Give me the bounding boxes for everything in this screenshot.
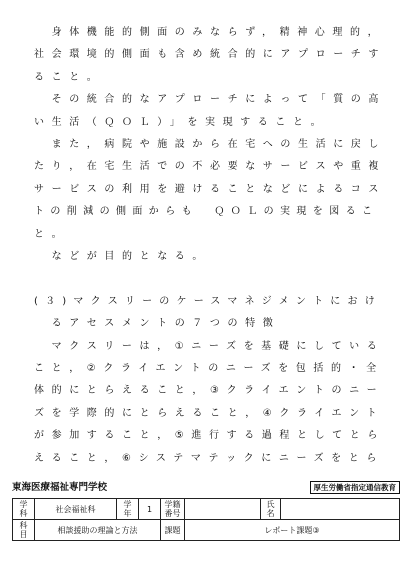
subject-label: 科目	[13, 520, 35, 541]
name-label: 氏名	[261, 499, 281, 520]
body-line: 体的にとらえること，③クライエントのニー	[34, 385, 385, 397]
body-line: マクスリーは，①ニーズを基礎にしている	[34, 340, 385, 352]
body-line: こと，②クライエントのニーズを包括的・全	[34, 363, 384, 374]
body-line: サービスの利用を避けることなどによるコス	[34, 183, 386, 195]
grade-label: 学年	[117, 499, 139, 520]
body-line	[34, 270, 384, 288]
body-line: が参加すること，⑤進行する過程としてとら	[34, 430, 385, 442]
body-line: と。	[34, 228, 70, 240]
body-line: ること。	[34, 71, 105, 83]
student-number-value[interactable]	[185, 499, 261, 520]
department-value[interactable]: 社会福祉科	[35, 499, 117, 520]
department-label: 学科	[13, 499, 35, 520]
assignment-value[interactable]: レポート課題③	[185, 520, 400, 541]
body-line: 社会環境的側面も含め統合的にアプローチす	[34, 49, 386, 61]
body-line: ズを学際的にとらえること，④クライエント	[34, 407, 385, 419]
report-footer	[12, 481, 400, 539]
subject-value[interactable]: 相談援助の理論と方法	[35, 520, 161, 541]
body-line: などが目的となる。	[34, 251, 210, 262]
body-line: その統合的なアプローチによって「質の高	[34, 94, 386, 106]
info-row-1	[13, 499, 400, 520]
name-value[interactable]	[281, 499, 400, 520]
footer-header-row	[12, 481, 400, 495]
body-line: また，病院や施設から在宅への生活に戻し	[34, 139, 386, 150]
body-line: るアセスメントの７つの特徴	[34, 318, 281, 330]
grade-value[interactable]: 1	[139, 499, 161, 520]
body-line: トの削減の側面からも ＱＯＬの実現を図るこ	[34, 206, 379, 218]
accreditation-stamp: 厚生労働省指定通信教育	[310, 481, 401, 494]
school-name: 東海医療福祉専門学校	[12, 482, 108, 493]
info-row-2	[13, 520, 400, 541]
body-line: (３)マクスリーのケースマネジメントにおけ	[34, 295, 382, 307]
body-line: い生活（ＱＯＬ）」を実現すること。	[34, 116, 329, 128]
body-line: 身体機能的側面のみならず，精神心理的，	[34, 27, 386, 38]
student-info-table	[12, 498, 400, 541]
student-number-label: 学籍番号	[161, 499, 185, 520]
assignment-label: 課題	[161, 520, 185, 541]
body-line: えること，⑥システマテックにニーズをとら	[34, 452, 384, 464]
body-line: たり，在宅生活での不必要なサービスや重複	[34, 161, 386, 173]
